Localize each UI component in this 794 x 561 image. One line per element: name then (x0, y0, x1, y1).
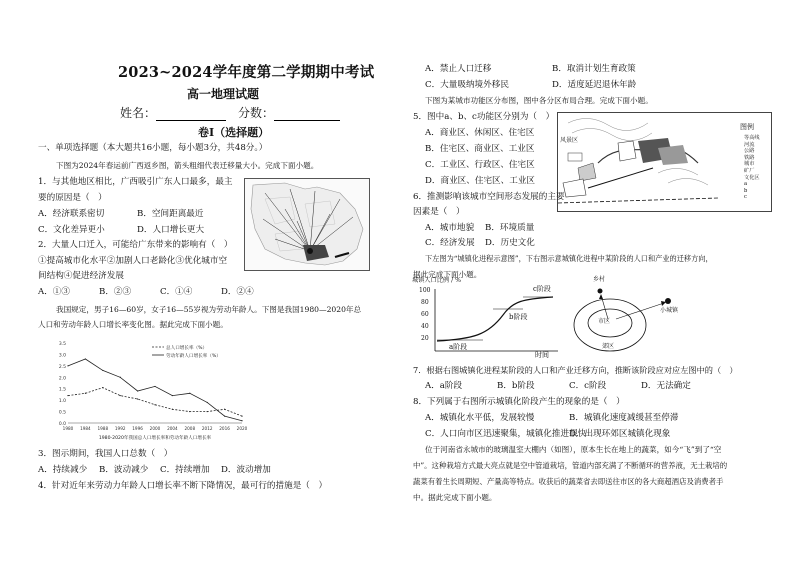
data-point (154, 386, 155, 387)
y-tick-label: 1.5 (58, 387, 66, 393)
intro-5-line3: 蔬菜有着生长周期短、产量高等特点。收获后的蔬菜省去即送往市区的各大商超酒店及消费者手 (413, 477, 724, 486)
intro-1: 下图为2024年春运前广西返乡图，箭头粗细代表迁移量大小。完成下面小题。 (56, 161, 319, 170)
name-field[interactable] (120, 106, 226, 121)
y-tick-label: 0.0 (58, 422, 66, 427)
urban-ytick-80: 80 (421, 299, 429, 306)
section-title: 卷Ⅰ（选择题） (198, 126, 270, 139)
q2-text-1: 2．大量人口迁入，可能给广东带来的影响有（ ） (38, 240, 233, 250)
q7-option-c[interactable]: C．c阶段 (569, 381, 607, 391)
q7-text: 7．根据右图城镇化进程某阶段的人口和产业迁移方向，推断该阶段应对应左图中的（ ） (413, 365, 738, 375)
data-point (137, 398, 138, 399)
town-label: 小城镇 (660, 307, 679, 314)
legend-item-mine: 矿厂 (744, 167, 755, 174)
city-function-map (557, 112, 772, 212)
q4-option-a[interactable]: A．禁止人口迁移 (425, 64, 492, 74)
urban-ylabel: 城镇人口比例 / % (412, 277, 462, 284)
intro-2-line2: 人口和劳动年龄人口增长率变化图。据此完成下面小题。 (38, 320, 228, 329)
q8-option-c[interactable]: C．人口向市区迅速聚集，城镇化推进很快 (425, 429, 587, 439)
x-tick-label: 2000 (149, 426, 161, 431)
city-area-label: 市区 (598, 318, 611, 325)
intro-5-line2: 中”。这种栽培方式最大亮点就是空中管道栽培，管道内部充满了不断循环的营养液，无土栽培的 (413, 461, 728, 470)
q4-option-b[interactable]: B．取消计划生育政策 (552, 64, 636, 74)
y-tick-label: 0.5 (58, 410, 66, 416)
q1-option-c[interactable]: C．文化差异更小 (38, 225, 105, 235)
exam-title: 2023~2024学年度第二学期期中考试 (118, 64, 375, 81)
q6-option-c[interactable]: C．经济发展 (425, 238, 475, 248)
q5-text: 5．图中a、b、c功能区分别为（ ） (413, 112, 555, 122)
urbanization-chart (412, 277, 563, 360)
urban-xlabel: 时间 (535, 351, 549, 359)
legend-item-river: 河流 (744, 141, 755, 148)
q2-option-c[interactable]: C．①④ (160, 287, 193, 297)
legend-label: 劳动年龄人口增长率（%） (166, 353, 221, 359)
legend-item-city: 城市 (744, 161, 755, 168)
q4-text: 4．针对近年来劳动力年龄人口增长率不断下降情况，最可行的措施是（ ） (38, 481, 328, 491)
data-point (154, 404, 155, 405)
q4-option-d[interactable]: D．适度延迟退休年龄 (552, 80, 637, 90)
x-tick-label: 1988 (97, 426, 109, 431)
score-field[interactable] (238, 106, 340, 121)
data-point (207, 411, 208, 412)
q2-option-b[interactable]: B．②③ (99, 287, 132, 297)
urban-ytick-20: 20 (421, 335, 429, 342)
data-point (102, 387, 103, 388)
q3-option-c[interactable]: C．持续增加 (160, 465, 210, 475)
intro-4-b: 据此完成下面小题。 (413, 270, 482, 279)
data-point (67, 365, 68, 366)
legend-item-culture: 文化区 (744, 174, 760, 181)
q8-option-b[interactable]: B．城镇化速度减缓甚至停滞 (569, 413, 679, 423)
q2-text-2: ①提高城市化水平②加剧人口老龄化③优化城市空 (38, 256, 228, 266)
intro-2-line1: 我国规定，男子16—60岁，女子16—55岁视为劳动年龄人。下图是我国1980—2020年总 (56, 305, 362, 314)
x-tick-label: 2004 (167, 426, 178, 431)
data-point (120, 395, 121, 396)
x-tick-label: 1992 (114, 426, 126, 431)
q6-text-b: 因素是（ ） (413, 207, 465, 217)
q6-option-b[interactable]: B．环境质量 (485, 223, 535, 233)
q4-option-c[interactable]: C．大量吸纳境外移民 (425, 80, 509, 90)
urban-ytick-60: 60 (421, 311, 429, 318)
q1-option-d[interactable]: D．人口增长更大 (137, 225, 205, 235)
q5-option-a[interactable]: A．商业区、休闲区、住宅区 (425, 128, 535, 138)
legend-label: 总人口增长率（%） (166, 345, 208, 351)
legend-item-road: 公路 (744, 148, 755, 155)
q5-option-d[interactable]: D．商业区、住宅区、工业区 (425, 176, 536, 186)
name-label: 姓名： (120, 106, 157, 120)
data-point (241, 416, 242, 417)
migration-map (244, 178, 370, 271)
data-point (85, 393, 86, 394)
y-tick-label: 3.5 (58, 342, 66, 347)
q3-option-d[interactable]: D．波动增加 (221, 465, 271, 475)
q7-option-d[interactable]: D．无法确定 (641, 381, 691, 391)
village-label: 乡村 (593, 276, 606, 283)
intro-5-line4: 中。据此完成下面小题。 (413, 493, 497, 502)
q3-option-a[interactable]: A．持续减少 (38, 465, 88, 475)
q2-option-d[interactable]: D．②④ (221, 287, 254, 297)
q7-option-b[interactable]: B．b阶段 (497, 381, 535, 391)
map-legend (730, 135, 760, 201)
x-tick-label: 1980 (62, 426, 74, 431)
y-tick-label: 3.0 (58, 353, 66, 359)
data-point (189, 411, 190, 412)
q3-text: 3．图示期间，我国人口总数（ ） (38, 449, 173, 459)
q8-text: 8．下列属于右图所示城镇化阶段产生的现象的是（ ） (413, 397, 625, 407)
legend-item-c: c (744, 194, 747, 201)
data-point (224, 416, 225, 417)
q5-option-c[interactable]: C．工业区、行政区、住宅区 (425, 160, 535, 170)
data-point (102, 370, 103, 371)
q8-option-a[interactable]: A．城镇化水平低，发展较慢 (425, 413, 535, 423)
series-line-2 (68, 359, 242, 421)
legend-item-a: a (744, 181, 748, 188)
x-tick-label: 1996 (132, 426, 143, 431)
q6-option-d[interactable]: D．历史文化 (485, 238, 535, 248)
legend-item-b: b (744, 187, 748, 194)
data-point (85, 358, 86, 359)
legend-item-railway: 铁路 (744, 154, 755, 161)
data-point (120, 377, 121, 378)
score-label: 分数： (238, 106, 275, 120)
data-point (189, 393, 190, 394)
q2-text-3: 间结构④促进经济发展 (38, 271, 124, 281)
series-line-1 (68, 388, 242, 417)
data-point (172, 395, 173, 396)
x-tick-label: 2008 (184, 426, 196, 431)
legend-title: 图例 (740, 123, 754, 131)
legend-item-contour: 等高线 (744, 135, 760, 141)
data-point (137, 390, 138, 391)
data-point (207, 402, 208, 403)
q7-option-a[interactable]: A．a阶段 (425, 381, 463, 391)
q6-option-a[interactable]: A．城市地貌 (425, 223, 475, 233)
q1-option-b[interactable]: B．空间距离最近 (137, 209, 204, 219)
data-point (241, 420, 242, 421)
q1-text-2: 要的原因是（ ） (38, 193, 107, 203)
intro-5-line1: 位于河南省永城市的玻璃温室大棚内（如图），原本生长在地上的蔬菜，如今“飞”到了“空 (425, 445, 722, 454)
q5-option-b[interactable]: B．住宅区、商业区、工业区 (425, 144, 535, 154)
urban-ytick-40: 40 (421, 323, 429, 330)
x-tick-label: 2016 (219, 426, 230, 431)
population-chart (52, 337, 252, 441)
y-tick-label: 2.5 (58, 364, 66, 370)
stage-a-label: a阶段 (449, 343, 468, 351)
urban-ytick-100: 100 (419, 287, 431, 294)
data-point (67, 395, 68, 396)
suburb-label: 郊区 (602, 343, 615, 350)
x-tick-label: 2012 (201, 426, 213, 431)
subject-title: 高一地理试题 (187, 87, 260, 101)
stage-c-label: c阶段 (533, 285, 551, 293)
part1-heading: 一、单项选择题（本大题共16小题，每小题3分，共48分。） (38, 143, 268, 153)
y-tick-label: 2.0 (58, 376, 66, 382)
q3-option-b[interactable]: B．波动减少 (99, 465, 149, 475)
y-tick-label: 1.0 (58, 399, 66, 405)
x-tick-label: 1984 (80, 426, 91, 431)
q2-option-a[interactable]: A．①③ (38, 287, 70, 297)
intro-4-a: 下左图为“城镇化进程示意图”，下右图示意城镇化进程中某阶段的人口和产业的迁移方向， (425, 254, 713, 263)
intro-3: 下图为某城市功能区分布图，图中各分区布局合理。完成下面小题。 (425, 96, 653, 105)
chart-title: 1980-2020年我国总人口增长率和劳动年龄人口增长率 (98, 436, 212, 441)
data-point (224, 409, 225, 410)
data-point (172, 409, 173, 410)
stage-b-label: b阶段 (509, 313, 528, 321)
city-ring-diagram (568, 276, 688, 360)
q1-option-a[interactable]: A．经济联系密切 (38, 209, 105, 219)
q8-option-d[interactable]: D．出现环郊区城镇化现象 (569, 429, 671, 439)
q6-text-a: 6．推测影响该城市空间形态发展的主要 (413, 192, 565, 202)
q1-text-1: 1．与其他地区相比，广西吸引广东人口最多，最主 (38, 177, 233, 187)
x-tick-label: 2020 (236, 426, 248, 431)
scenic-area-label: 风景区 (560, 137, 579, 144)
